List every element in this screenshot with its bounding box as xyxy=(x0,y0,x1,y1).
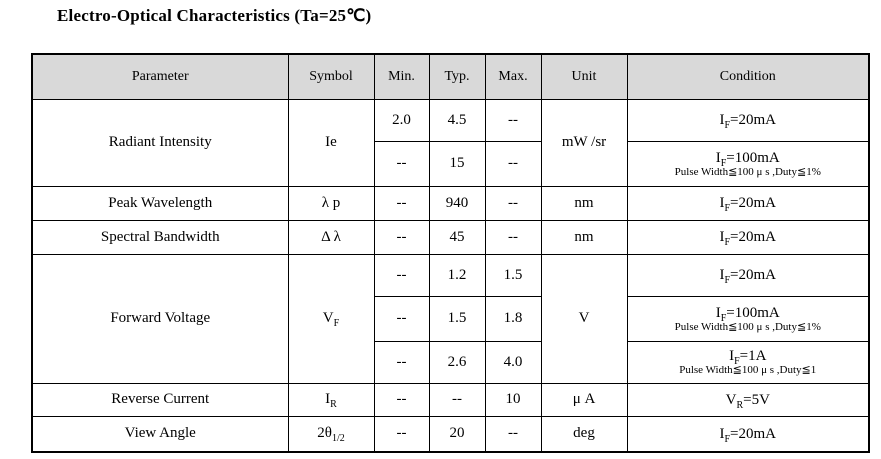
condition-note: Pulse Width≦100 μ s ,Duty≦1% xyxy=(674,320,821,333)
condition-text: $I_F=100mA$ xyxy=(715,149,780,169)
min-cell: -- xyxy=(374,220,429,254)
min-cell: -- xyxy=(374,141,429,186)
symbol-subscript: F xyxy=(333,318,340,329)
header-min: Min. xyxy=(374,54,429,99)
condition-text: $I_F=20mA$ xyxy=(719,425,777,445)
typ-cell: 4.5 xyxy=(429,99,485,141)
typ-cell: -- xyxy=(429,383,485,416)
symbol-cell xyxy=(288,254,374,383)
header-symbol: Symbol xyxy=(288,54,374,99)
table-row xyxy=(32,254,869,296)
table-row xyxy=(32,383,869,416)
typ-cell: 45 xyxy=(429,220,485,254)
condition-subscript: F xyxy=(734,356,740,368)
symbol-cell xyxy=(288,99,374,186)
condition-cell xyxy=(627,416,869,452)
condition-cell xyxy=(627,99,869,141)
symbol-text: I xyxy=(325,391,331,407)
parameter-cell-spectral-bandwidth: Spectral Bandwidth xyxy=(32,220,288,254)
electro-optical-table xyxy=(31,53,870,453)
condition-text: $I_F=20mA$ xyxy=(719,229,777,248)
parameter-cell-view-angle: View Angle xyxy=(32,416,288,452)
typ-cell: 20 xyxy=(429,416,485,452)
min-cell: -- xyxy=(374,296,429,341)
header-condition: Condition xyxy=(627,54,869,99)
condition-text: $I_F=1A$ xyxy=(729,348,767,368)
unit-cell: deg xyxy=(541,416,627,452)
parameter-cell-peak-wavelength: Peak Wavelength xyxy=(32,186,288,220)
condition-text: $V_R=5V$ xyxy=(725,391,770,411)
condition-subscript: R xyxy=(736,399,744,411)
unit-cell: V xyxy=(541,254,627,383)
max-cell: 4.0 xyxy=(485,341,541,383)
symbol-subscript: 1/2 xyxy=(331,433,345,445)
condition-cell xyxy=(627,383,869,416)
condition-cell xyxy=(627,141,869,186)
symbol-cell xyxy=(288,220,374,254)
unit-cell: mW /sr xyxy=(541,99,627,186)
parameter-cell-radiant-intensity: Radiant Intensity xyxy=(32,99,288,186)
symbol-text: Δ λ xyxy=(321,228,341,245)
min-cell: -- xyxy=(374,416,429,452)
header-parameter: Parameter xyxy=(32,54,288,99)
min-cell: -- xyxy=(374,341,429,383)
symbol-text: 2θ xyxy=(317,425,332,442)
typ-cell: 940 xyxy=(429,186,485,220)
condition-note: Pulse Width≦100 μ s ,Duty≦1 xyxy=(679,364,817,377)
page-title: Electro-Optical Characteristics (Ta=25℃) xyxy=(57,6,372,25)
condition-note: Pulse Width≦100 μ s ,Duty≦1% xyxy=(674,165,821,178)
max-cell: 10 xyxy=(485,383,541,416)
condition-subscript: F xyxy=(724,120,731,131)
table-row xyxy=(32,416,869,452)
symbol-text: λ p xyxy=(321,194,341,211)
unit-cell: μ A xyxy=(541,383,627,416)
condition-subscript: F xyxy=(724,203,731,214)
condition-cell xyxy=(627,296,869,341)
table-row xyxy=(32,220,869,254)
condition-subscript: F xyxy=(720,157,727,169)
typ-cell: 1.5 xyxy=(429,296,485,341)
symbol-text: Ie xyxy=(325,134,337,150)
max-cell: -- xyxy=(485,99,541,141)
table-row xyxy=(32,186,869,220)
unit-cell: nm xyxy=(541,220,627,254)
header-row xyxy=(32,54,869,99)
parameter-cell-forward-voltage: Forward Voltage xyxy=(32,254,288,383)
condition-subscript: F xyxy=(724,433,731,445)
min-cell: 2.0 xyxy=(374,99,429,141)
symbol-text: V xyxy=(322,310,334,326)
max-cell: -- xyxy=(485,141,541,186)
unit-cell: nm xyxy=(541,186,627,220)
condition-cell xyxy=(627,186,869,220)
condition-subscript: F xyxy=(724,275,731,286)
header-max: Max. xyxy=(485,54,541,99)
condition-text: $I_F=20mA$ xyxy=(719,112,777,131)
symbol-cell xyxy=(288,383,374,416)
header-unit: Unit xyxy=(541,54,627,99)
min-cell: -- xyxy=(374,383,429,416)
symbol-subscript: R xyxy=(330,399,337,410)
typ-cell: 1.2 xyxy=(429,254,485,296)
min-cell: -- xyxy=(374,254,429,296)
condition-subscript: F xyxy=(720,312,727,324)
table-row xyxy=(32,99,869,141)
max-cell: 1.8 xyxy=(485,296,541,341)
parameter-cell-reverse-current: Reverse Current xyxy=(32,383,288,416)
condition-text: $I_F=20mA$ xyxy=(719,267,777,286)
condition-text: $I_F=100mA$ xyxy=(715,304,780,324)
typ-cell: 15 xyxy=(429,141,485,186)
condition-text: $I_F=20mA$ xyxy=(719,195,777,214)
max-cell: -- xyxy=(485,416,541,452)
typ-cell: 2.6 xyxy=(429,341,485,383)
condition-cell xyxy=(627,254,869,296)
min-cell: -- xyxy=(374,186,429,220)
max-cell: -- xyxy=(485,186,541,220)
symbol-cell xyxy=(288,186,374,220)
condition-cell xyxy=(627,220,869,254)
max-cell: 1.5 xyxy=(485,254,541,296)
condition-subscript: F xyxy=(724,237,731,248)
symbol-cell xyxy=(288,416,374,452)
condition-cell xyxy=(627,341,869,383)
max-cell: -- xyxy=(485,220,541,254)
header-typ: Typ. xyxy=(429,54,485,99)
